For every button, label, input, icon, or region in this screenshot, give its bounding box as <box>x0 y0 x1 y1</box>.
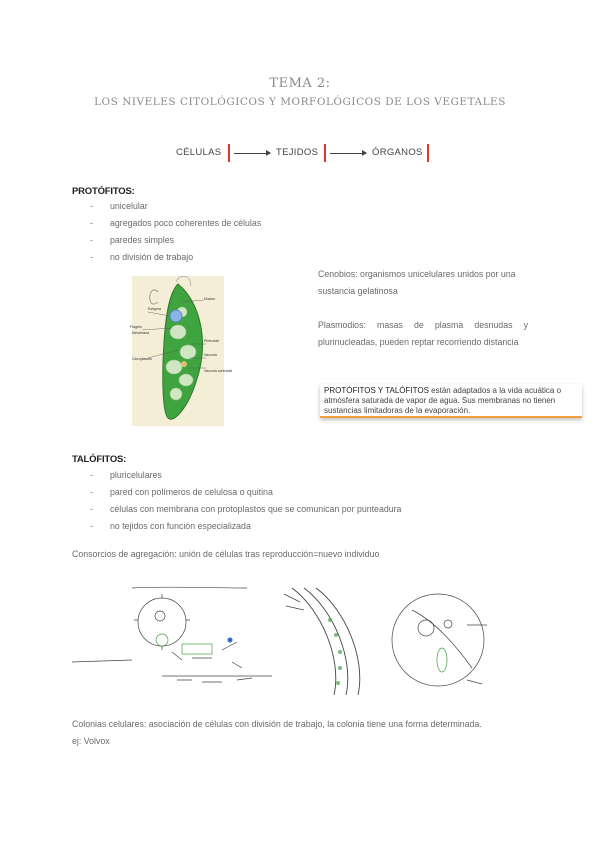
page-subtitle: LOS NIVELES CITOLÓGICOS Y MORFOLÓGICOS DE LOS VEGETALES <box>94 96 506 108</box>
protofitos-heading: PROTÓFITOS: <box>72 186 135 197</box>
figure-label: Pirenoide <box>204 339 220 343</box>
list-item: - paredes simples <box>90 232 261 249</box>
adaptation-note <box>320 384 582 418</box>
page-title: TEMA 2: <box>269 76 331 91</box>
flow-separator <box>228 144 230 162</box>
protofitos-list <box>90 198 261 266</box>
note-text: están adaptados a la vida acuática o atmósfera saturada de vapor de agua. Sus membranas no tienen sustancias limitadoras de la evaporación. <box>324 386 562 415</box>
note-highlight: PROTÓFITOS Y TALÓFITOS <box>324 386 429 395</box>
list-item: - agregados poco coherentes de células <box>90 215 261 232</box>
flow-step-tissues: TEJIDOS <box>276 147 319 158</box>
figure-label: Flagelo <box>130 325 142 329</box>
consorcios-definition: Consorcios de agregación: unión de células tras reproducción=nuevo individuo <box>72 549 380 559</box>
flow-step-organs: ÓRGANOS <box>372 147 423 158</box>
colonias-example: ej: Volvox <box>72 736 110 746</box>
figure-label: Vacuola <box>204 353 217 357</box>
euglena-illustration <box>118 272 233 427</box>
sketches-figure <box>72 580 492 695</box>
talofitos-heading: TALÓFITOS: <box>72 454 127 465</box>
list-item: - no tejidos con función especializada <box>90 518 401 535</box>
flow-step-cells: CÉLULAS <box>176 147 222 158</box>
figure-label: Cloroplastos <box>132 357 152 361</box>
colonias-definition: Colonias celulares: asociación de células con división de trabajo, la colonia tiene una forma determinada. <box>72 719 482 729</box>
list-item: - pared con polímeros de celulosa o quitina <box>90 484 401 501</box>
figure-label: Membrana <box>132 331 150 335</box>
arrow-right-icon <box>330 153 366 154</box>
figure-label: Núcleo <box>204 297 216 301</box>
figure-label: Vacuola contráctil <box>204 369 233 373</box>
hand-drawn-diagrams <box>72 580 492 695</box>
list-item: - células con membrana con protoplastos que se comunican por punteadura <box>90 501 401 518</box>
flow-diagram <box>170 144 440 164</box>
cenobios-definition: Cenobios: organismos unicelulares unidos por una sustancia gelatinosa <box>318 269 516 296</box>
arrow-right-icon <box>234 153 270 154</box>
euglena-cell-image <box>118 272 233 427</box>
list-item: - unicelular <box>90 198 261 215</box>
talofitos-list <box>90 467 401 535</box>
flow-separator <box>324 144 326 162</box>
plasmodios-definition: Plasmodios: masas de plasma desnudas y plurinucleadas, pueden reptar recorriendo distancia <box>318 320 528 347</box>
figure-label: Estigma <box>148 307 161 311</box>
flow-separator <box>427 144 429 162</box>
list-item: - no división de trabajo <box>90 249 261 266</box>
list-item: - pluricelulares <box>90 467 401 484</box>
